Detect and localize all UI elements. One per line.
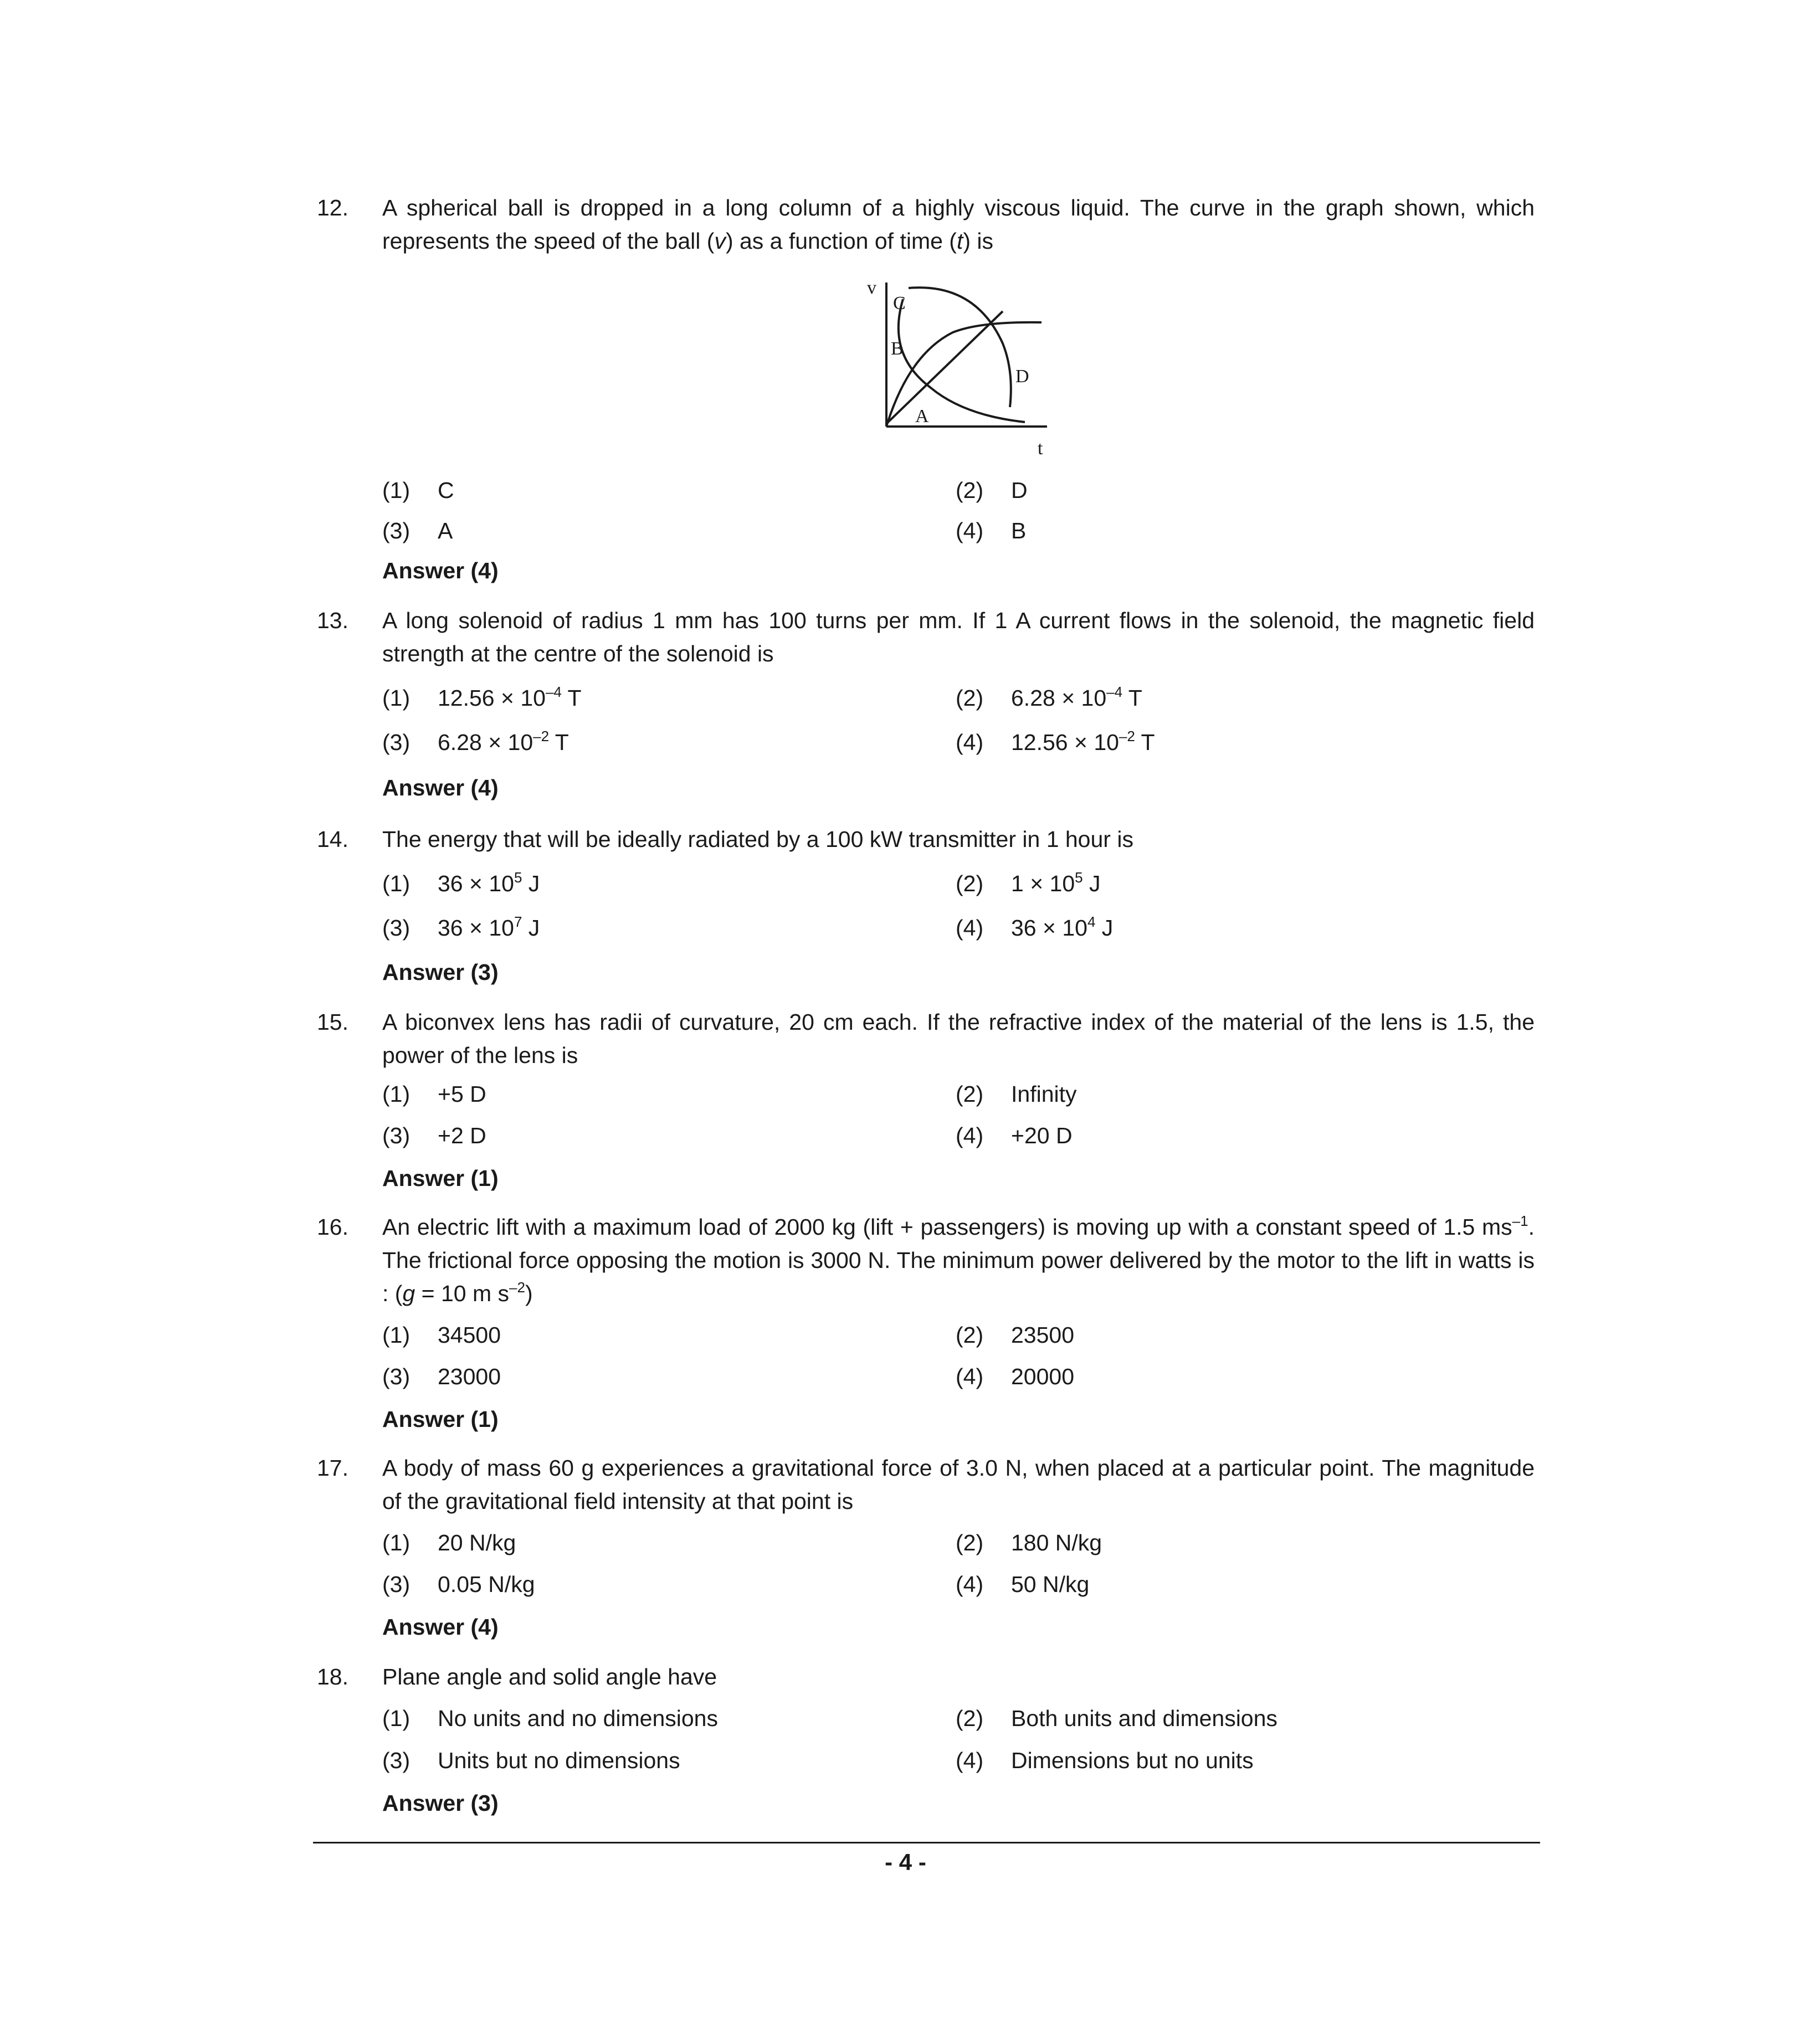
curve-a: [886, 311, 1003, 424]
option-2: (2) 180 N/kg: [956, 1530, 1102, 1555]
option-2: (2) D: [956, 477, 1028, 503]
option-4: (4) 20000: [956, 1364, 1075, 1389]
curve-c: [899, 299, 1025, 422]
option-4: (4) $36 \times 10^4$ J: [956, 913, 1114, 941]
question-text: The energy that will be ideally radiated by a 100 kW transmitter in 1 hour is: [382, 826, 1133, 852]
answer: Answer (4): [382, 775, 499, 800]
question-text: An electric lift with a maximum load of 2000 kg (lift + passengers) is moving up with a constant speed of 1.5 $ms^{-1}$. The frictional force opposing the motion is 3000 N. The minimum power delivered by the motor to the lift in watts is : (g = 10 m $s^{-2}$): [382, 1213, 1535, 1306]
question-text: A biconvex lens has radii of curvature, 20 cm each. If the refractive index of the material of the lens is 1.5, the power of the lens is: [382, 1009, 1535, 1068]
curve-label-d: D: [1015, 366, 1029, 387]
option-3: (3) Units but no dimensions: [382, 1748, 680, 1773]
answer: Answer (4): [382, 1614, 499, 1640]
option-2: (2) $6.28 \times 10^{-4}$ T: [956, 684, 1142, 711]
velocity-time-graph: [853, 277, 1064, 460]
option-2: (2) $1 \times 10^5$ J: [956, 869, 1101, 896]
option-1: (1) 34500: [382, 1322, 501, 1348]
option-1: (1) C: [382, 477, 454, 503]
answer: Answer (3): [382, 1790, 499, 1816]
option-4: (4) B: [956, 518, 1027, 543]
page-number: - 4 -: [885, 1849, 926, 1875]
option-4: (4) +20 D: [956, 1123, 1073, 1148]
y-axis-label: v: [867, 278, 876, 298]
answer: Answer (1): [382, 1406, 499, 1432]
option-4: (4) Dimensions but no units: [956, 1748, 1254, 1773]
curve-label-a: A: [915, 406, 929, 427]
option-3: (3) $36 \times 10^7$ J: [382, 913, 540, 941]
option-3: (3) 0.05 N/kg: [382, 1571, 535, 1597]
footer-rule: [313, 1842, 1540, 1843]
option-3: (3) $6.28 \times 10^{-2}$ T: [382, 728, 569, 755]
curve-d: [909, 287, 1011, 407]
curve-label-b: B: [891, 338, 904, 359]
question-number: 17.: [317, 1455, 348, 1481]
option-1: (1) No units and no dimensions: [382, 1706, 718, 1731]
question-number: 12.: [317, 195, 348, 220]
question-text: A body of mass 60 g experiences a gravitational force of 3.0 N, when placed at a particular point. The magnitude of the gravitational field intensity at that point is: [382, 1455, 1535, 1514]
option-1: (1) $12.56 \times 10^{-4}$ T: [382, 684, 582, 711]
option-1: (1) +5 D: [382, 1081, 486, 1107]
answer: Answer (3): [382, 959, 499, 985]
question-number: 14.: [317, 826, 348, 852]
question-number: 16.: [317, 1214, 348, 1240]
option-3: (3) A: [382, 518, 453, 543]
question-number: 18.: [317, 1664, 348, 1689]
answer: Answer (1): [382, 1165, 499, 1191]
option-4: (4) $12.56 \times 10^{-2}$ T: [956, 728, 1155, 755]
option-3: (3) 23000: [382, 1364, 501, 1389]
question-text: A long solenoid of radius 1 mm has 100 turns per mm. If 1 A current flows in the solenoid, the magnetic field strength at the centre of the solenoid is: [382, 608, 1535, 666]
option-1: (1) 20 N/kg: [382, 1530, 516, 1555]
option-4: (4) 50 N/kg: [956, 1571, 1090, 1597]
option-2: (2) 23500: [956, 1322, 1075, 1348]
curve-label-c: C: [893, 293, 906, 314]
x-axis-label: t: [1038, 438, 1043, 459]
question-text: Plane angle and solid angle have: [382, 1664, 717, 1689]
question-text: A spherical ball is dropped in a long column of a highly viscous liquid. The curve in the graph shown, which represents the speed of the ball (v) as a function of time (t) is: [382, 195, 1535, 254]
option-2: (2) Infinity: [956, 1081, 1077, 1107]
option-3: (3) +2 D: [382, 1123, 486, 1148]
option-2: (2) Both units and dimensions: [956, 1706, 1278, 1731]
answer: Answer (4): [382, 558, 499, 583]
question-number: 13.: [317, 608, 348, 633]
question-number: 15.: [317, 1009, 348, 1035]
option-1: (1) $36 \times 10^5$ J: [382, 869, 540, 896]
